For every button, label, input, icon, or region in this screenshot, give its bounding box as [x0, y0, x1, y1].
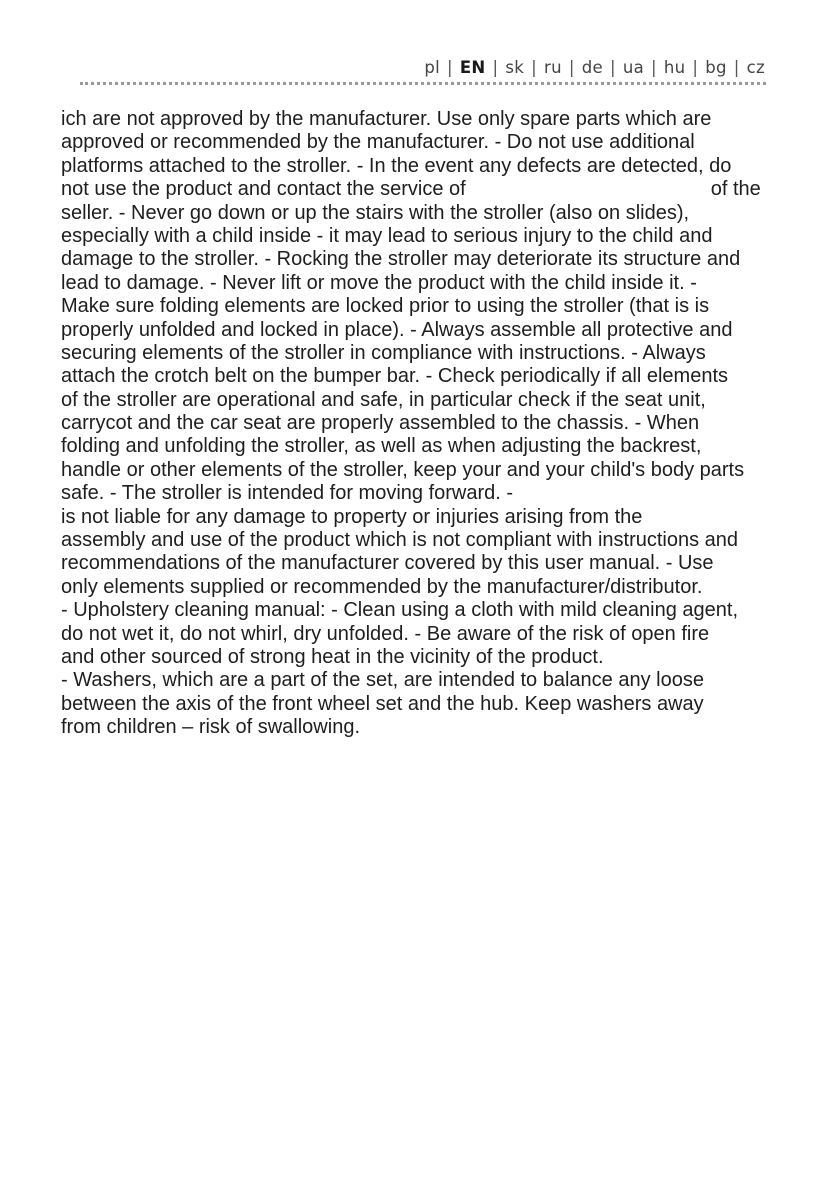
text-line: - Washers, which are a part of the set, are intended to balance any loose — [61, 669, 704, 692]
text-line: is not liable for any damage to property or injuries arising from the — [61, 505, 643, 528]
text-line: and other sourced of strong heat in the vicinity of the product. — [61, 645, 604, 668]
lang-link-bg[interactable]: bg — [705, 58, 727, 77]
text-line: lead to damage. - Never lift or move the product with the child inside it. - — [61, 271, 697, 294]
text-line: attach the crotch belt on the bumper bar. - Check periodically if all elements — [61, 365, 729, 388]
lang-separator: | — [568, 58, 575, 77]
lang-link-sk[interactable]: sk — [505, 58, 525, 77]
lang-separator: | — [609, 58, 616, 77]
text-fragment: not use the product and contact the service of — [61, 178, 466, 201]
lang-separator: | — [531, 58, 538, 77]
text-line: assembly and use of the product which is not compliant with instructions and — [61, 529, 739, 552]
lang-link-pl[interactable]: pl — [424, 58, 440, 77]
text-line: do not wet it, do not whirl, dry unfolded. - Be aware of the risk of open fire — [61, 622, 710, 645]
text-line: handle or other elements of the stroller, keep your and your child's body parts — [61, 458, 745, 481]
language-nav — [424, 58, 765, 77]
text-line: properly unfolded and locked in place). - Always assemble all protective and — [61, 318, 733, 341]
text-line: recommendations of the manufacturer covered by this user manual. - Use — [61, 552, 714, 575]
text-line: ich are not approved by the manufacturer. Use only spare parts which are — [61, 108, 712, 130]
text-line: especially with a child inside - it may lead to serious injury to the child and — [61, 224, 713, 247]
text-line: Make sure folding elements are locked prior to using the stroller (that is is — [61, 295, 710, 318]
text-line: - Upholstery cleaning manual: - Clean using a cloth with mild cleaning agent, — [61, 599, 739, 622]
text-line: folding and unfolding the stroller, as well as when adjusting the backrest, — [61, 435, 702, 458]
lang-link-hu[interactable]: hu — [663, 58, 686, 77]
text-line — [61, 178, 791, 201]
lang-separator: | — [447, 58, 453, 77]
lang-separator: | — [651, 58, 657, 77]
lang-link-ua[interactable]: ua — [622, 58, 644, 77]
lang-separator: | — [692, 58, 699, 77]
text-line: damage to the stroller. - Rocking the stroller may deteriorate its structure and — [61, 248, 741, 271]
text-line: securing elements of the stroller in compliance with instructions. - Always — [61, 341, 706, 364]
lang-link-cz[interactable]: cz — [746, 58, 765, 77]
lang-separator: | — [492, 58, 499, 77]
text-line: carrycot and the car seat are properly assembled to the chassis. - When — [61, 412, 700, 435]
lang-link-de[interactable]: de — [581, 58, 603, 77]
text-line: approved or recommended by the manufacturer. - Do not use additional — [61, 131, 695, 154]
text-line: platforms attached to the stroller. - In the event any defects are detected, do — [61, 154, 732, 177]
text-line: between the axis of the front wheel set and the hub. Keep washers away — [61, 692, 704, 715]
lang-link-en[interactable]: EN — [459, 58, 486, 77]
manual-body-text — [61, 108, 791, 740]
text-line: from children – risk of swallowing. — [61, 716, 360, 739]
text-line: of the stroller are operational and safe, in particular check if the seat unit, — [61, 388, 706, 411]
text-line: only elements supplied or recommended by the manufacturer/distributor. — [61, 575, 703, 598]
lang-separator: | — [733, 58, 740, 77]
lang-link-ru[interactable]: ru — [544, 58, 562, 77]
dotted-divider — [80, 82, 766, 85]
text-fragment: of the — [710, 178, 761, 201]
text-line: safe. - The stroller is intended for moving forward. - — [61, 482, 514, 505]
text-line: seller. - Never go down or up the stairs with the stroller (also on slides), — [61, 201, 690, 224]
